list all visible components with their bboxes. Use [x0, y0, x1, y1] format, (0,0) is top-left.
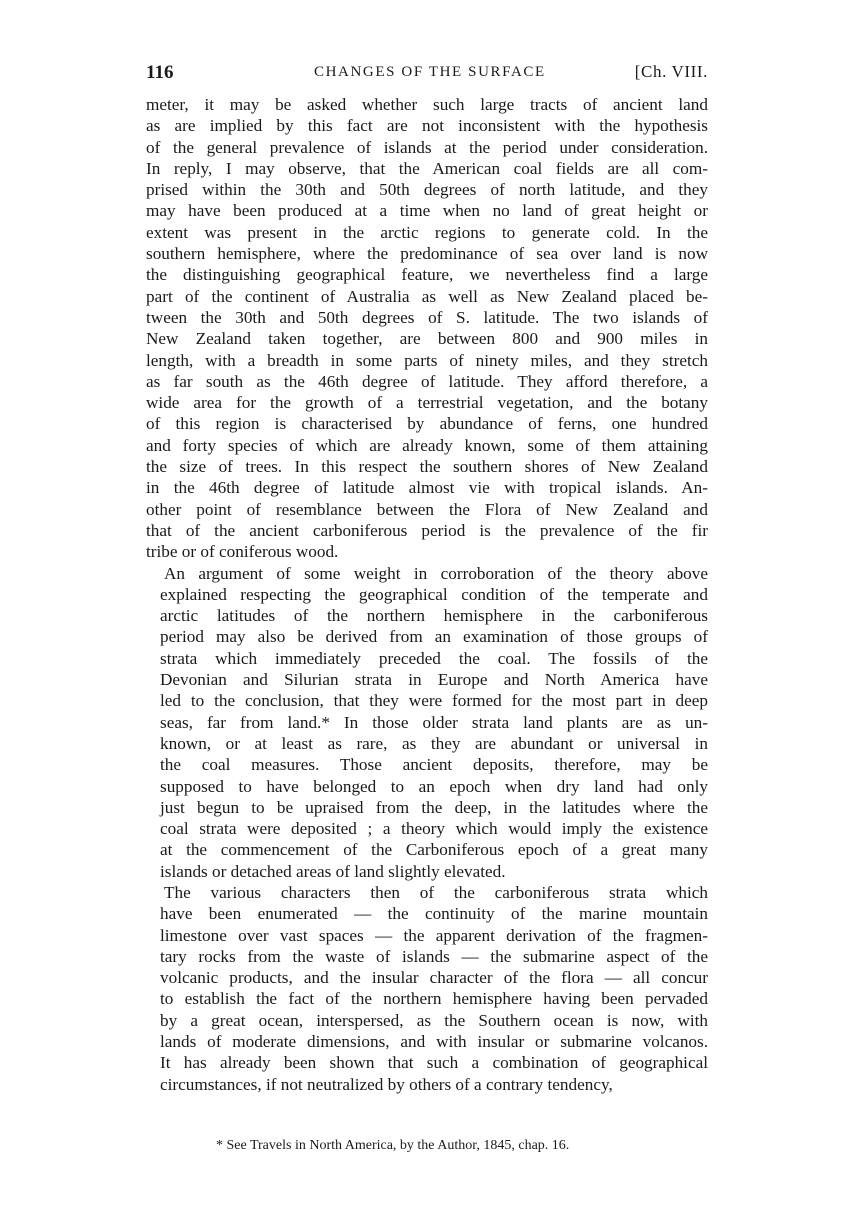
text-line: volcanic products, and the insular character of the flora — all concur: [160, 968, 708, 988]
text-line: southern hemisphere, where the predominance of sea over land is now: [146, 244, 708, 264]
text-line: tary rocks from the waste of islands — the submarine aspect of the: [160, 946, 708, 966]
text-line: wide area for the growth of a terrestrial vegetation, and the botany: [146, 393, 708, 413]
text-line: led to the conclusion, that they were formed for the most part in deep: [160, 691, 708, 711]
text-line: as far south as the 46th degree of latitude. They afford therefore, a: [146, 371, 708, 391]
text-line: of this region is characterised by abundance of ferns, one hundred: [146, 414, 708, 434]
text-line: that of the ancient carboniferous period is the prevalence of the fir: [146, 520, 708, 540]
text-line: supposed to have belonged to an epoch when dry land had only: [160, 776, 708, 796]
text-line: by a great ocean, interspersed, as the Southern ocean is now, with: [160, 1010, 708, 1030]
text-line: prised within the 30th and 50th degrees of north latitude, and they: [146, 180, 708, 200]
text-line: part of the continent of Australia as well as New Zealand placed be-: [146, 286, 708, 306]
text-line: and forty species of which are already known, some of them attaining: [146, 435, 708, 455]
paragraph: [146, 94, 708, 563]
text-line: just begun to be upraised from the deep, in the latitudes where the: [160, 797, 708, 817]
text-line: New Zealand taken together, are between 800 and 900 miles in: [146, 329, 708, 349]
text-line: islands or detached areas of land slightly elevated.: [160, 861, 506, 881]
paragraph: [146, 563, 708, 882]
text-line: may have been produced at a time when no land of great height or: [146, 201, 708, 221]
text-line: coal strata were deposited ; a theory which would imply the existence: [160, 819, 708, 839]
text-line: of the general prevalence of islands at the period under consideration.: [146, 137, 708, 157]
text-line: the distinguishing geographical feature, we nevertheless find a large: [146, 265, 708, 285]
text-line: the coal measures. Those ancient deposits, therefore, may be: [160, 755, 708, 775]
paragraph: [146, 882, 708, 1095]
text-line: strata which immediately preceded the coal. The fossils of the: [160, 648, 708, 668]
text-line: in the 46th degree of latitude almost vie with tropical islands. An-: [146, 478, 708, 498]
text-line: tribe or of coniferous wood.: [146, 542, 339, 562]
text-line: circumstances, if not neutralized by others of a contrary tendency,: [160, 1074, 613, 1094]
text-line: at the commencement of the Carboniferous epoch of a great many: [160, 840, 708, 860]
text-line: length, with a breadth in some parts of ninety miles, and they stretch: [146, 350, 708, 370]
running-title: CHANGES OF THE SURFACE: [314, 64, 546, 80]
text-line: arctic latitudes of the northern hemisphere in the carboniferous: [160, 606, 708, 626]
text-line: as are implied by this fact are not inconsistent with the hypothesis: [146, 116, 708, 136]
text-line: have been enumerated — the continuity of the marine mountain: [160, 904, 708, 924]
text-line: other point of resemblance between the Flora of New Zealand and: [146, 499, 708, 519]
text-line: The various characters then of the carboniferous strata which: [164, 882, 708, 902]
text-line: It has already been shown that such a combination of geographical: [160, 1053, 708, 1073]
text-line: seas, far from land.* In those older strata land plants are as un-: [160, 712, 708, 732]
text-line: An argument of some weight in corroboration of the theory above: [164, 563, 708, 583]
running-header: [146, 62, 708, 86]
text-line: Devonian and Silurian strata in Europe and North America have: [160, 670, 708, 690]
text-line: meter, it may be asked whether such large tracts of ancient land: [146, 95, 708, 114]
text-line: extent was present in the arctic regions to generate cold. In the: [146, 222, 708, 242]
footnote: * See Travels in North America, by the Author, 1845, chap. 16.: [216, 1138, 570, 1153]
chapter-label: [Ch. VIII.: [634, 62, 708, 81]
text-line: limestone over vast spaces — the apparent derivation of the fragmen-: [160, 925, 708, 945]
text-line: explained respecting the geographical condition of the temperate and: [160, 584, 708, 604]
page-number: 116: [146, 62, 174, 83]
text-line: In reply, I may observe, that the American coal fields are all com-: [146, 158, 708, 178]
page-body: [146, 94, 708, 1095]
text-line: lands of moderate dimensions, and with insular or submarine volcanos.: [160, 1032, 708, 1052]
text-line: period may also be derived from an examination of those groups of: [160, 627, 708, 647]
text-line: known, or at least as rare, as they are abundant or universal in: [160, 733, 708, 753]
text-line: to establish the fact of the northern hemisphere having been pervaded: [160, 989, 708, 1009]
text-line: the size of trees. In this respect the southern shores of New Zealand: [146, 457, 708, 477]
text-line: tween the 30th and 50th degrees of S. latitude. The two islands of: [146, 307, 708, 327]
